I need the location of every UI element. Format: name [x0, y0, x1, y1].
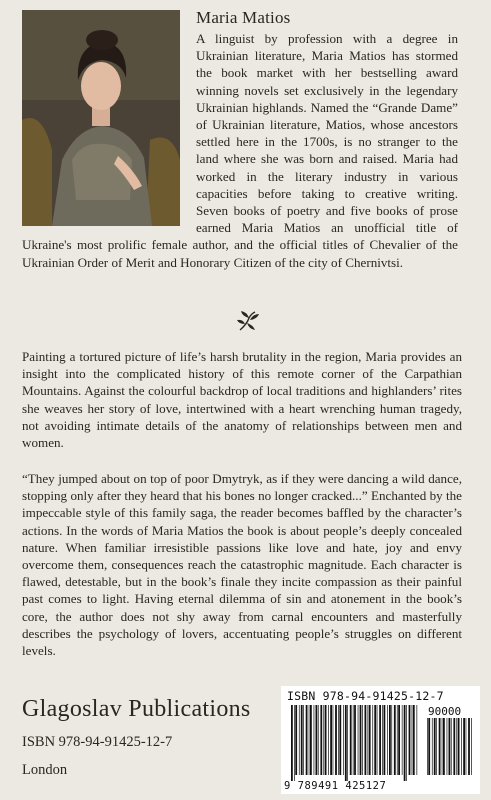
barcode-bar	[463, 718, 465, 775]
barcode	[281, 686, 480, 794]
barcode-bar	[413, 705, 415, 775]
barcode-bar	[374, 705, 376, 775]
barcode-price-code: 90000	[428, 705, 462, 718]
barcode-bar	[434, 718, 436, 775]
barcode-bar	[343, 705, 344, 775]
barcode-bar	[453, 718, 455, 775]
barcode-bar	[345, 705, 347, 781]
barcode-bar	[406, 705, 407, 781]
barcode-bar	[350, 705, 352, 775]
barcode-bar	[369, 705, 371, 775]
barcode-bar	[362, 705, 363, 775]
barcode-bar	[306, 705, 308, 775]
barcode-bar	[335, 705, 337, 775]
barcode-bar	[417, 705, 418, 775]
leaf-sprig-icon	[235, 309, 261, 333]
barcode-bar	[347, 705, 348, 781]
author-bio: A linguist by profession with a degree in Ukrainian literature, Maria Matios has stormed the book market with her bestselling award winning novels set exclusively in the legendary Ukrainian highlands. Named the “Grande Dame” of Ukrainian literature, Matios, whose ancestors settled here in the 1700s, is no stranger to the land where she was born and raised. Maria had worked in the literary industry in various capacities before taking to creative writing. Seven books of poetry and five books of prose earned Maria Matios an unofficial title of Ukraine's most prolific female author, and the official titles of Chevalier of the Ukrainian Order of Merit and Honorary Citizen of the city of Chernivtsi.	[22, 31, 458, 270]
publisher-name: Glagoslav Publications	[22, 696, 251, 722]
barcode-bar	[404, 705, 406, 781]
barcode-bar	[328, 705, 329, 775]
barcode-bar	[323, 705, 324, 775]
barcode-isbn-label: ISBN 978-94-91425-12-7	[287, 689, 444, 703]
barcode-bar	[299, 705, 300, 775]
barcode-bar	[318, 705, 319, 775]
barcode-bar	[379, 705, 381, 775]
barcode-bar	[427, 718, 428, 775]
barcode-bar	[333, 705, 334, 775]
barcode-bar	[394, 705, 396, 775]
barcode-bar	[358, 705, 359, 775]
barcode-bar	[295, 705, 297, 775]
barcode-bar	[320, 705, 322, 775]
barcode-bar	[468, 718, 470, 775]
barcode-bar	[391, 705, 392, 775]
barcode-bar	[377, 705, 378, 775]
barcode-bar	[330, 705, 332, 775]
barcode-bar	[387, 705, 388, 775]
barcode-bar	[365, 705, 367, 775]
barcode-bar	[447, 718, 448, 775]
barcode-bar	[389, 705, 391, 775]
barcode-bar	[456, 718, 457, 775]
barcode-bar	[409, 705, 411, 775]
publisher-city: London	[22, 762, 68, 778]
barcode-bar	[294, 705, 295, 781]
barcode-bar	[382, 705, 383, 775]
barcode-bar	[397, 705, 398, 775]
description-paragraph-2: “They jumped about on top of poor Dmytryk, as if they were dancing a wild dance, stopping only after they heard that his bones no longer cracked...” Enchanted by the impeccable style of this family saga, the reader becomes baffled by the character’s actions. In the words of Maria Matios the book is about people’s deeply concealed nature. When familiar irresistible passions like love and hate, joy and envy overcome them, consequences reach the catastrophic magnitude. Each character is flawed, detestable, but in the book’s finale they incite compassion as their painful past comes to light. Having eternal dilemma of sin and atonement in the book’s core, the author does not shy away from carnal encounters and masterfully describes the psychology of lovers, accentuating people’s struggles on different levels.	[22, 471, 462, 659]
barcode-bar	[412, 705, 413, 775]
barcode-bar	[443, 718, 445, 775]
barcode-digits: 9 789491 425127	[284, 780, 387, 792]
author-bio-block	[22, 30, 458, 271]
barcode-bar	[339, 705, 341, 775]
barcode-bar	[309, 705, 310, 775]
barcode-bar	[384, 705, 386, 775]
barcode-bar	[458, 718, 460, 775]
barcode-bar	[436, 718, 437, 775]
barcode-bar	[303, 705, 304, 775]
barcode-bar	[338, 705, 339, 775]
barcode-bar	[325, 705, 327, 775]
author-name: Maria Matios	[196, 8, 291, 27]
barcode-bar	[368, 705, 369, 775]
barcode-bar	[354, 705, 356, 775]
barcode-bar	[402, 705, 403, 775]
barcode-bar	[314, 705, 315, 775]
barcode-bar	[471, 718, 472, 775]
barcode-bar	[466, 718, 467, 775]
barcode-bar	[439, 718, 441, 775]
description-paragraph-1: Painting a tortured picture of life’s harsh brutality in the region, Maria provides an insight into the complicated history of this remote corner of the Carpathian Mountains. Against the colourful backdrop of local traditions and highlanders’ rites she weaves her story of love, intertwined with a heart wrenching human tragedy, not avoiding intimate details of the anatomy of relationships between men and women.	[22, 349, 462, 451]
barcode-addon-bars	[427, 718, 473, 781]
barcode-bar	[449, 718, 451, 775]
barcode-main-bars	[291, 705, 419, 781]
barcode-bar	[451, 718, 452, 775]
barcode-bar	[301, 705, 303, 775]
isbn-text: ISBN 978-94-91425-12-7	[22, 734, 173, 750]
barcode-bar	[442, 718, 443, 775]
barcode-bar	[432, 718, 433, 775]
barcode-bar	[398, 705, 400, 775]
barcode-bar	[372, 705, 373, 775]
barcode-bar	[360, 705, 362, 775]
barcode-bar	[353, 705, 354, 775]
barcode-bar	[461, 718, 462, 775]
barcode-bar	[316, 705, 318, 775]
barcode-bar	[428, 718, 430, 775]
barcode-bar	[310, 705, 312, 775]
barcode-bar	[291, 705, 293, 781]
photo-text-wrap	[22, 30, 196, 227]
